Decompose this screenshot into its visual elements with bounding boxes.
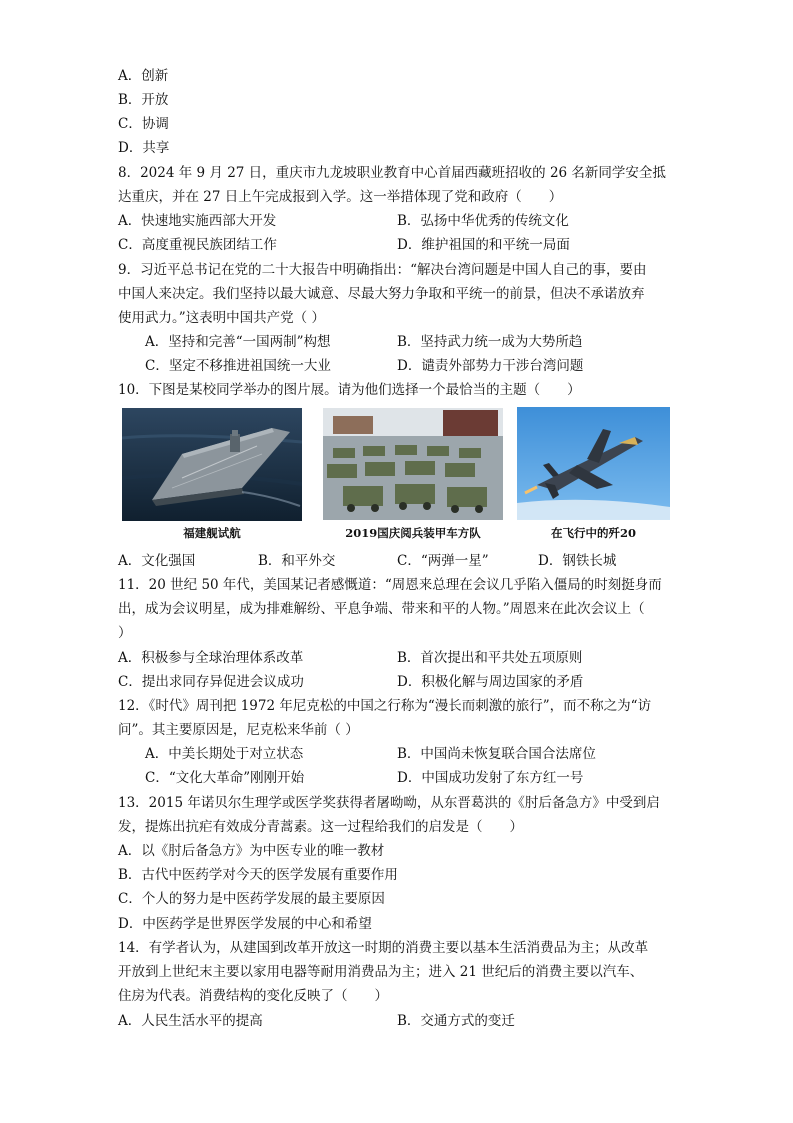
q11-stem-line: 出，成为会议明星，成为排难解纷、平息争端、带来和平的人物。”周恩来在此次会议上（: [118, 601, 645, 617]
q12-option-d: D．中国成功发射了东方红一号: [397, 770, 584, 786]
photo-caption: 福建舰试航: [183, 526, 241, 540]
q11-option-b: B．首次提出和平共处五项原则: [397, 650, 583, 666]
q13-stem-line: 发，提炼出抗疟有效成分青蒿素。这一过程给我们的启发是（ ）: [118, 819, 523, 835]
q11-option-a: A．积极参与全球治理体系改革: [118, 650, 304, 666]
q8-stem-line: 8．2024 年 9 月 27 日，重庆市九龙坡职业教育中心首届西藏班招收的 26 名新同学安全抵: [118, 165, 666, 181]
aircraft-carrier-photo: [122, 408, 302, 521]
q11-option-d: D．积极化解与周边国家的矛盾: [397, 674, 584, 690]
q10-option-d: D．钢铁长城: [538, 553, 617, 569]
q9-stem-line: 9．习近平总书记在党的二十大报告中明确指出：“解决台湾问题是中国人自己的事，要由: [118, 262, 647, 278]
q10-option-b: B．和平外交: [258, 553, 336, 569]
q10-option-a: A．文化强国: [118, 553, 196, 569]
q7-option-a: A．创新: [118, 68, 169, 84]
q14-stem-line: 开放到上世纪末主要以家用电器等耐用消费品为主；进入 21 世纪后的消费主要以汽车、: [118, 964, 644, 980]
q11-stem-line: ）: [118, 625, 132, 641]
q13-option-d: D．中医药学是世界医学发展的中心和希望: [118, 916, 372, 932]
q7-option-d: D．共享: [118, 140, 170, 156]
q8-option-c: C．高度重视民族团结工作: [118, 237, 277, 253]
q11-option-c: C．提出求同存异促进会议成功: [118, 674, 304, 690]
q13-option-c: C．个人的努力是中医药学发展的最主要原因: [118, 891, 385, 907]
q10-option-c: C．“两弹一星”: [397, 553, 489, 569]
q9-option-a: A．坚持和完善“一国两制”构想: [145, 334, 331, 350]
q14-option-a: A．人民生活水平的提高: [118, 1013, 263, 1029]
q9-option-c: C．坚定不移推进祖国统一大业: [145, 358, 331, 374]
q14-stem-line: 住房为代表。消费结构的变化反映了（ ）: [118, 988, 388, 1004]
q8-option-d: D．维护祖国的和平统一局面: [397, 237, 570, 253]
q12-stem-line: 问”。其主要原因是，尼克松来华前（ ）: [118, 722, 359, 738]
q8-option-a: A．快速地实施西部大开发: [118, 213, 277, 229]
q9-option-d: D．谴责外部势力干涉台湾问题: [397, 358, 584, 374]
q8-stem-line: 达重庆，并在 27 日上午完成报到入学。这一举措体现了党和政府（ ）: [118, 189, 563, 205]
q9-option-b: B．坚持武力统一成为大势所趋: [397, 334, 583, 350]
q13-option-a: A．以《肘后备急方》为中医专业的唯一教材: [118, 843, 385, 859]
armored-vehicle-parade-photo: [323, 408, 503, 520]
q11-stem-line: 11．20 世纪 50 年代，美国某记者感慨道：“周恩来总理在会议几乎陷入僵局的时刻挺身而: [118, 577, 662, 593]
q10-stem: 10．下图是某校同学举办的图片展。请为他们选择一个最恰当的主题（ ）: [118, 382, 581, 398]
q9-stem-line: 中国人来决定。我们坚持以最大诚意、尽最大努力争取和平统一的前景，但决不承诺放弃: [118, 286, 645, 302]
q14-option-b: B．交通方式的变迁: [397, 1013, 515, 1029]
photo-caption: 在飞行中的歼20: [550, 526, 636, 540]
q12-option-c: C．“文化大革命”刚刚开始: [145, 770, 305, 786]
photo-caption: 2019国庆阅兵装甲车方队: [345, 526, 481, 540]
q14-stem-line: 14．有学者认为，从建国到改革开放这一时期的消费主要以基本生活消费品为主；从改革: [118, 940, 649, 956]
q9-stem-line: 使用武力。”这表明中国共产党（ ）: [118, 310, 325, 326]
q12-option-a: A．中美长期处于对立状态: [145, 746, 304, 762]
q7-option-b: B．开放: [118, 92, 169, 108]
fighter-jet-photo: [517, 407, 670, 520]
q12-stem-line: 12．《时代》周刊把 1972 年尼克松的中国之行称为“漫长而刺激的旅行”，而不称之为“访: [118, 698, 652, 714]
q8-option-b: B．弘扬中华优秀的传统文化: [397, 213, 569, 229]
q13-option-b: B．古代中医药学对今天的医学发展有重要作用: [118, 867, 398, 883]
q12-option-b: B．中国尚未恢复联合国合法席位: [397, 746, 596, 762]
q13-stem-line: 13．2015 年诺贝尔生理学或医学奖获得者屠呦呦，从东晋葛洪的《肘后备急方》中受到启: [118, 795, 660, 811]
q7-option-c: C．协调: [118, 116, 169, 132]
